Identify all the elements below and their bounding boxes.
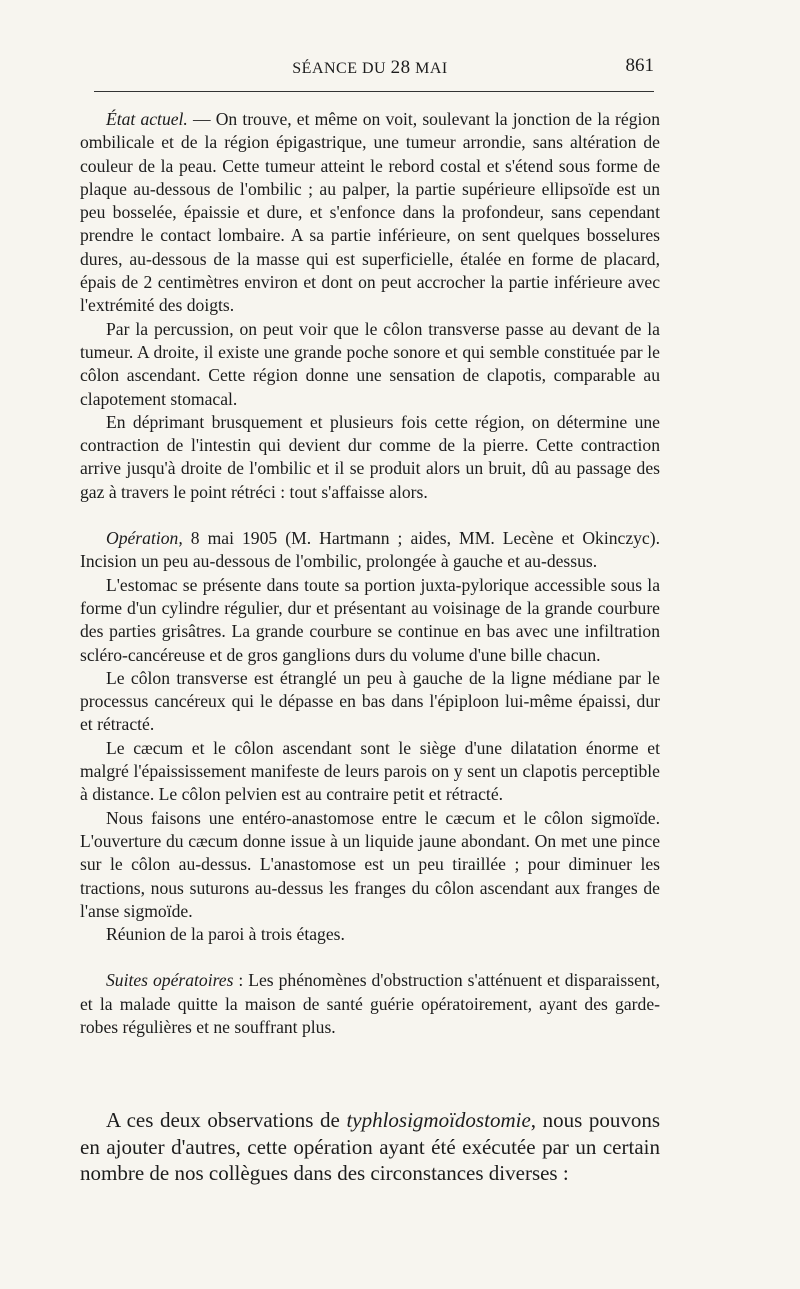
running-title [80, 57, 660, 79]
paragraph-colon-transverse: Le côlon transverse est étranglé un peu à gauche de la ligne médiane par le processus cancéreux qui le dépasse en bas dans l'épiploon lui-même épaissi, dur et rétracté. [80, 667, 660, 735]
etat-label: État actuel. [106, 109, 188, 129]
paragraph-reunion: Réunion de la paroi à trois étages. [106, 924, 345, 945]
paragraph-etat-actuel [80, 108, 660, 318]
paragraph-suites [80, 969, 660, 1039]
paragraph-estomac: L'estomac se présente dans toute sa portion juxta-pylorique accessible sous la forme d'un cylindre régulier, dur et présentant au voisinage de la grande courbure des parties grisâtres. La grande courbure se continue en bas avec une infiltration scléro-cancéreuse et de gros ganglions durs du volume d'une bille chacun. [80, 574, 660, 665]
suites-label: Suites opératoires [106, 970, 234, 991]
title-prefix: SÉANCE DU [292, 60, 391, 77]
conclusion-pre: A ces deux observations de [106, 1108, 347, 1132]
title-day: 28 [390, 57, 411, 78]
etat-text: — On trouve, et même on voit, soulevant la jonction de la région ombilicale et de la région épigastrique, une tumeur arrondie, sans altération de couleur de la peau. Cette tumeur atteint le rebord costal et s'étend sous forme de plaque au-dessous de l'ombilic ; au palper, la partie supérieure ellipsoïde est un peu bosselée, épaissie et dure, et s'enfonce dans la profondeur, sans cependant prendre le contact lombaire. A sa partie inférieure, on sent quelques bosselures dures, au-dessous de la masse qui est superficielle, étalée en forme de placard, épais de 2 centimètres environ et dont on peut accrocher la partie inférieure avec l'extrémité des doigts. [80, 109, 660, 316]
suites-text: : Les phénomènes d'obstruction s'atténuent et disparaissent, et la malade quitte la maison de santé guérie opératoirement, ayant des garde-robes régulières et ne souffrant plus. [80, 970, 660, 1037]
header-rule [94, 91, 654, 92]
running-header [80, 54, 660, 82]
paragraph-deprimant: En déprimant brusquement et plusieurs fois cette région, on détermine une contraction de l'intestin qui devient dur comme de la pierre. Cette contraction arrive jusqu'à droite de l'ombilic et il se produit alors un bruit, dû au passage des gaz à travers le point rétréci : tout s'affaisse alors. [80, 411, 660, 502]
conclusion-text [80, 1107, 660, 1187]
operation-label: Opération, [106, 528, 183, 549]
paragraph-operation [80, 527, 660, 574]
conclusion-term: typhlosigmoïdostomie [346, 1108, 531, 1132]
paragraph-conclusion [80, 1107, 660, 1187]
paragraph-percussion: Par la percussion, on peut voir que le côlon transverse passe au devant de la tumeur. A droite, il existe une grande poche sonore et qui semble constituée par le côlon ascendant. Cette région donne une sensation de clapotis, comparable au clapotement stomacal. [80, 318, 660, 409]
conclusion-post: , nous pouvons en ajouter d'autres, cette opération ayant été exécutée par un certain nombre de nos collègues dans des circonstances diverses : [80, 1108, 660, 1185]
operation-text: 8 mai 1905 (M. Hartmann ; aides, MM. Lecène et Okinczyc). Incision un peu au-dessous de l'ombilic, prolongée à gauche et au-dessus. [80, 528, 660, 572]
main-text [80, 108, 660, 1039]
paragraph-caecum: Le cæcum et le côlon ascendant sont le siège d'une dilatation énorme et malgré l'épaississement manifeste de leurs parois on y sent un clapotis perceptible à distance. Le côlon pelvien est au contraire petit et rétracté. [80, 737, 660, 805]
paragraph-anastomose: Nous faisons une entéro-anastomose entre le cæcum et le côlon sigmoïde. L'ouverture du cæcum donne issue à un liquide jaune abondant. On met une pince sur le côlon au-dessus. L'anastomose est un peu tiraillée ; pour diminuer les tractions, nous suturons au-dessus les franges du côlon ascendant aux franges de l'anse sigmoïde. [80, 807, 660, 921]
page-number: 861 [625, 55, 654, 76]
title-suffix: MAI [410, 60, 448, 77]
